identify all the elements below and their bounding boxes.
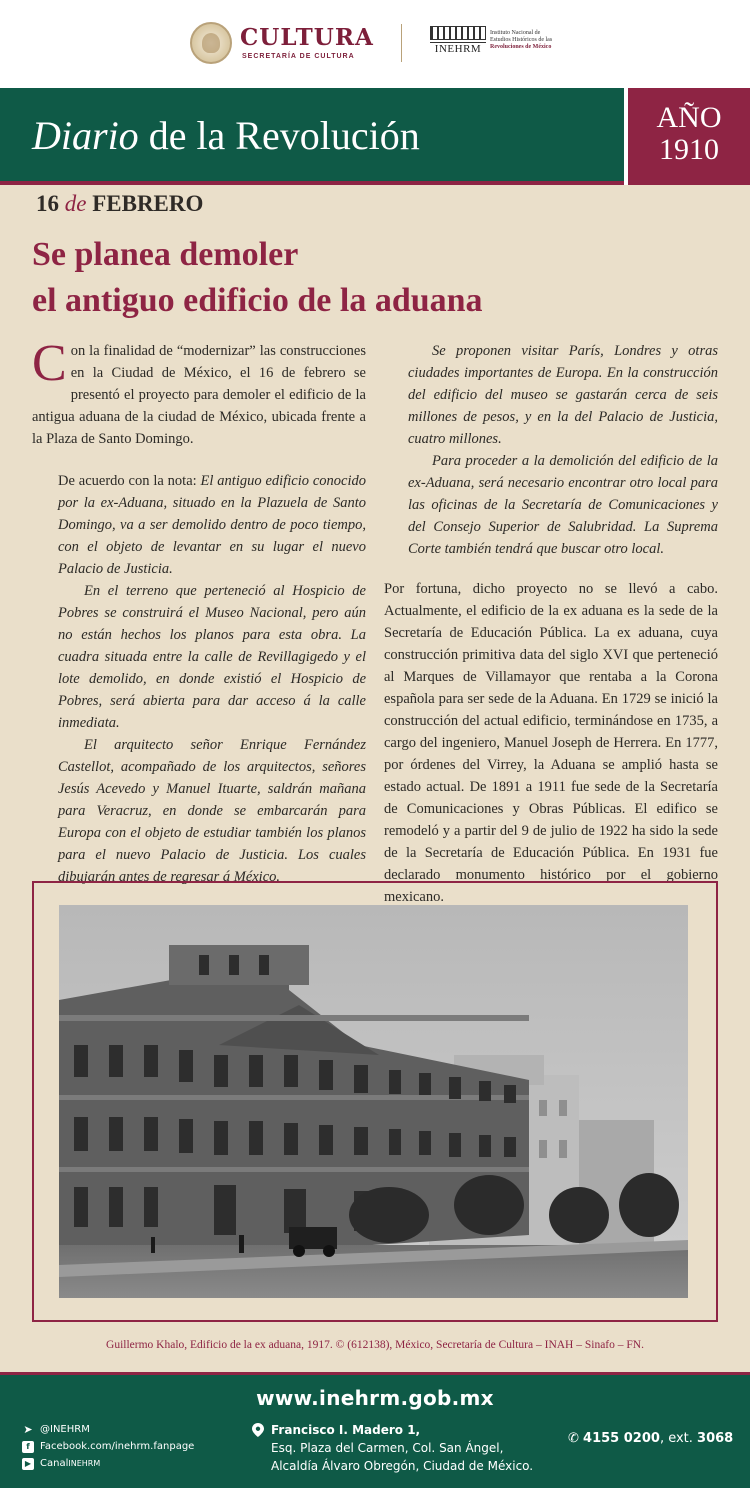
quote-paragraph-4 [408,340,718,450]
page-title-rest: de la Revolución [138,113,420,158]
inehrm-logo-word: INEHRM [430,42,486,55]
quote-block-left [32,470,366,888]
quote-text-4: Se proponen visitar París, Londres y otras ciudades importantes de Europa. En la construcción del edificio del museo se gastarán cerca de seis millones de pesos, y en la del Palacio de Justicia, cuatro millones. [408,343,718,447]
twitter-icon: ➤ [23,1422,33,1436]
address-line-3: Alcaldía Álvaro Obregón, Ciudad de México. [271,1459,534,1473]
article-column-left [32,335,366,888]
phone-contact[interactable] [568,1431,733,1446]
photo-caption: Guillermo Khalo, Edificio de la ex aduana, 1917. © (612138), México, Secretaría de Cultura – INAH – Sinafo – FN. [106,1339,644,1351]
address-line-1: Francisco I. Madero 1, [271,1423,421,1437]
date-month: FEBRERO [92,191,204,216]
cultura-logo-subtitle: SECRETARÍA DE CULTURA [242,53,355,60]
youtube-icon: ▶ [22,1458,34,1470]
historic-building-photo [59,905,688,1298]
date-day: 16 [36,191,59,216]
youtube-prefix: Canal [40,1458,69,1469]
facebook-link[interactable] [22,1438,194,1455]
quote-paragraph-1 [58,470,366,580]
phone-number: 4155 0200 [583,1431,660,1446]
national-seal-icon [190,22,232,64]
inehrm-logo [430,26,486,58]
page-title-italic: Diario [32,113,139,158]
youtube-link[interactable] [22,1455,194,1472]
website-link[interactable]: www.inehrm.gob.mx [256,1386,494,1410]
quote-paragraph-3 [58,734,366,888]
headline-line-1: Se planea demoler [32,236,299,273]
location-pin-icon [252,1423,264,1437]
quote-text-5: Para proceder a la demolición del edificio de la ex-Aduana, será necesario encontrar otro local para las oficinas de la Secretaría de Comunicaciones y del Consejo Superior de Salubridad. La Suprema Corte también tendrá que buscar otro local. [408,453,718,557]
building-icon [430,26,486,40]
article-date [36,191,203,217]
logo-divider [401,24,402,62]
article-column-right [384,340,718,908]
note-lead: De acuerdo con la nota: [58,473,201,489]
inehrm-logo-text [490,30,570,51]
year-value: 1910 [659,133,719,166]
address [252,1421,533,1475]
quote-text-2: En el terreno que perteneció al Hospicio de Pobres se construirá el Museo Nacional, pero aún no están hechos los planos para esta obra. La cuadra situada entre la calle de Revillagigedo y el lote demolido, en donde existió el Hospicio de Pobres, será abierta para dar acceso á la calle inmediata. [58,583,366,731]
headline-line-2: el antiguo edificio de la aduana [32,282,483,319]
phone-icon: ✆ [568,1431,579,1446]
inehrm-line-2: Estudios Históricos de las [490,37,553,43]
drop-cap: C [32,335,67,392]
youtube-channel: INEHRM [68,1459,101,1468]
year-badge [624,88,750,185]
date-de: de [64,191,87,216]
quote-paragraph-5 [408,450,718,560]
page-title [32,112,420,159]
quote-block-right [384,340,718,560]
inehrm-line-1: Instituto Nacional de [490,30,541,36]
inehrm-line-3: Revoluciones de México [490,44,552,50]
quote-text-3: El arquitecto señor Enrique Fernández Castellot, acompañado de los arquitectos, señores Jesús Acevedo y Manuel Ituarte, saldrán mañana para Veracruz, en donde se embarcarán para Europa con el objeto de estudiar también los planos para el nuevo Palacio de Justicia. Los cuales dibujarán antes de regresar á México. [58,737,366,885]
phone-ext-label: , ext. [659,1431,698,1446]
twitter-link[interactable] [22,1421,194,1438]
address-line-2: Esq. Plaza del Carmen, Col. San Ángel, [271,1441,504,1455]
top-logo-bar [0,0,750,88]
facebook-url: Facebook.com/inehrm.fanpage [40,1441,195,1452]
phone-ext: 3068 [697,1431,734,1446]
twitter-handle: @INEHRM [40,1424,90,1435]
year-label: AÑO [656,101,722,134]
article-headline [32,232,712,324]
footer [0,1375,750,1488]
aduana-building-illustration [59,905,688,1298]
facebook-icon: f [22,1441,34,1453]
quote-text-1: El antiguo edificio conocido por la ex-Aduana, situado en la Plazuela de Santo Domingo, va a ser demolido dentro de poco tiempo, con el objeto de levantar en su lugar el nuevo Palacio de Justicia. [58,473,366,577]
quote-paragraph-2 [58,580,366,734]
social-links [22,1421,194,1472]
intro-paragraph [32,335,366,450]
closing-paragraph: Por fortuna, dicho proyecto no se llevó a cabo. Actualmente, el edificio de la ex aduana es la sede de la Secretaría de Educación Pública. La ex aduana, cuya construcción primitiva data del siglo XVI que perteneció al Marques de Villamayor que rentaba a la Corona española para ser sede de la Aduana. En 1729 se inició la construcción del actual edificio, terminándose en 1735, a cargo del ingeniero, Manuel Joseph de Herrera. En 1777, por órdenes del Virrey, la Aduana se amplió hasta se estado actual. De 1891 a 1911 fue sede de la Secretaría de Comunicaciones y Obras Públicas. El edifico se remodeló y a partir del 9 de julio de 1922 ha sido la sede de la Secretaría de Educación Pública. En 1931 fue declarado monumento histórico por el gobierno mexicano. [384,581,718,905]
cultura-logo-title: CULTURA [240,24,374,51]
intro-text: on la finalidad de “modernizar” las construcciones en la Ciudad de México, el 16 de febrero se presentó el proyecto para demoler el edificio de la antigua aduana de la ciudad de México, ubicada frente a la Plaza de Santo Domingo. [32,343,366,447]
